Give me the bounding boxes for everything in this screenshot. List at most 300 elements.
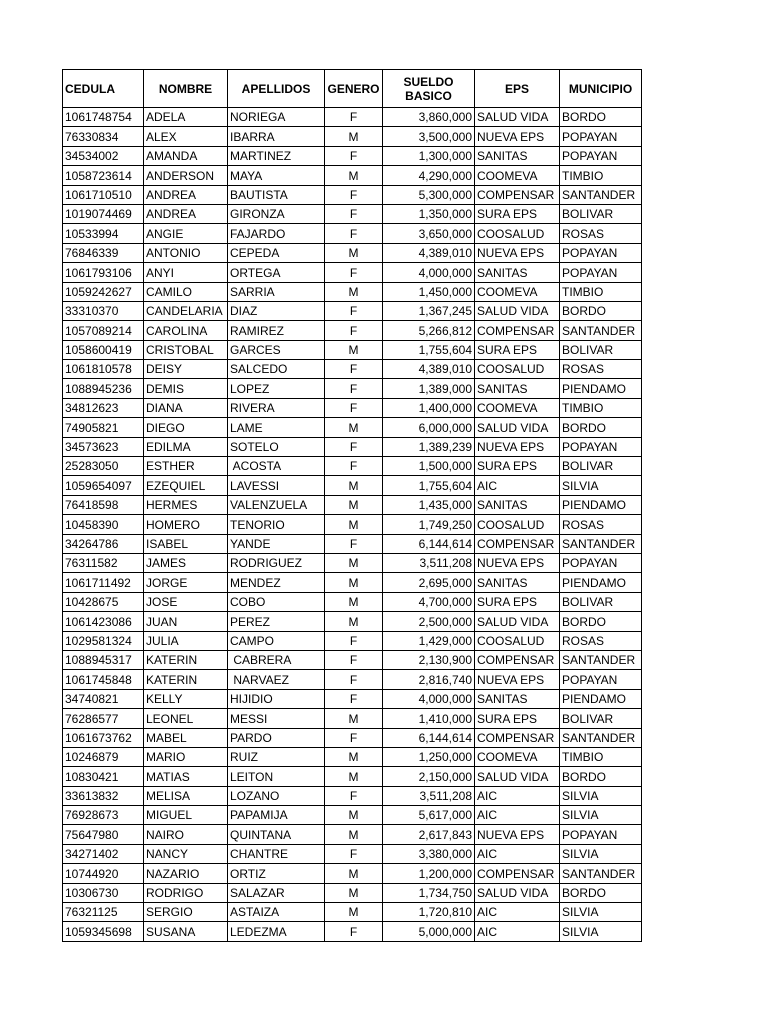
cell-genero: F (325, 922, 383, 941)
cell-apellidos: MENDEZ (228, 573, 325, 592)
cell-municipio: POPAYAN (560, 553, 642, 572)
cell-sueldo-basico: 2,816,740 (383, 670, 475, 689)
cell-apellidos: ORTIZ (228, 864, 325, 883)
table-row (63, 670, 642, 689)
cell-nombre: MATIAS (144, 767, 228, 786)
cell-nombre: JOSE (144, 592, 228, 611)
cell-sueldo-basico: 2,500,000 (383, 612, 475, 631)
cell-apellidos: HIJIDIO (228, 689, 325, 708)
cell-cedula: 1061711492 (63, 573, 144, 592)
cell-eps: SALUD VIDA (475, 301, 560, 320)
cell-sueldo-basico: 1,389,239 (383, 437, 475, 456)
cell-apellidos: CHANTRE (228, 844, 325, 863)
cell-eps: COMPENSAR (475, 185, 560, 204)
cell-nombre: LEONEL (144, 709, 228, 728)
cell-municipio: TIMBIO (560, 282, 642, 301)
table-row (63, 806, 642, 825)
header-genero: GENERO (325, 70, 383, 108)
cell-municipio: POPAYAN (560, 243, 642, 262)
cell-sueldo-basico: 1,435,000 (383, 495, 475, 514)
cell-eps: COMPENSAR (475, 650, 560, 669)
cell-genero: F (325, 457, 383, 476)
cell-nombre: MABEL (144, 728, 228, 747)
cell-eps: SANITAS (475, 263, 560, 282)
cell-municipio: SILVIA (560, 476, 642, 495)
cell-sueldo-basico: 1,749,250 (383, 515, 475, 534)
cell-genero: M (325, 418, 383, 437)
cell-municipio: SANTANDER (560, 864, 642, 883)
table-row (63, 321, 642, 340)
cell-nombre: ISABEL (144, 534, 228, 553)
cell-apellidos: CABRERA (228, 650, 325, 669)
cell-genero: F (325, 670, 383, 689)
table-row (63, 108, 642, 127)
cell-cedula: 76330834 (63, 127, 144, 146)
cell-municipio: SANTANDER (560, 185, 642, 204)
cell-sueldo-basico: 5,266,812 (383, 321, 475, 340)
table-row (63, 379, 642, 398)
cell-cedula: 76286577 (63, 709, 144, 728)
cell-eps: SALUD VIDA (475, 767, 560, 786)
cell-genero: M (325, 553, 383, 572)
cell-eps: AIC (475, 476, 560, 495)
cell-genero: M (325, 243, 383, 262)
cell-nombre: HOMERO (144, 515, 228, 534)
cell-sueldo-basico: 2,150,000 (383, 767, 475, 786)
cell-genero: M (325, 864, 383, 883)
table-row (63, 360, 642, 379)
cell-municipio: TIMBIO (560, 747, 642, 766)
cell-nombre: DEMIS (144, 379, 228, 398)
cell-eps: SANITAS (475, 495, 560, 514)
cell-municipio: PIENDAMO (560, 379, 642, 398)
cell-genero: M (325, 903, 383, 922)
cell-cedula: 1088945236 (63, 379, 144, 398)
table-row (63, 204, 642, 223)
cell-nombre: AMANDA (144, 146, 228, 165)
cell-sueldo-basico: 3,380,000 (383, 844, 475, 863)
cell-municipio: BORDO (560, 301, 642, 320)
cell-sueldo-basico: 4,389,010 (383, 243, 475, 262)
cell-sueldo-basico: 1,350,000 (383, 204, 475, 223)
table-row (63, 418, 642, 437)
cell-genero: F (325, 263, 383, 282)
table-row (63, 301, 642, 320)
cell-genero: M (325, 476, 383, 495)
cell-cedula: 76846339 (63, 243, 144, 262)
cell-apellidos: QUINTANA (228, 825, 325, 844)
cell-genero: F (325, 204, 383, 223)
table-row (63, 146, 642, 165)
cell-municipio: POPAYAN (560, 263, 642, 282)
cell-eps: NUEVA EPS (475, 127, 560, 146)
cell-nombre: KATERIN (144, 670, 228, 689)
header-apellidos: APELLIDOS (228, 70, 325, 108)
cell-cedula: 34740821 (63, 689, 144, 708)
cell-eps: NUEVA EPS (475, 437, 560, 456)
cell-apellidos: SARRIA (228, 282, 325, 301)
cell-cedula: 1061810578 (63, 360, 144, 379)
table-row (63, 398, 642, 417)
cell-eps: SALUD VIDA (475, 418, 560, 437)
cell-municipio: BOLIVAR (560, 204, 642, 223)
cell-cedula: 76321125 (63, 903, 144, 922)
table-row (63, 864, 642, 883)
cell-eps: COOSALUD (475, 515, 560, 534)
cell-cedula: 33310370 (63, 301, 144, 320)
cell-municipio: SANTANDER (560, 728, 642, 747)
cell-sueldo-basico: 1,755,604 (383, 476, 475, 495)
table-row (63, 263, 642, 282)
table-row (63, 825, 642, 844)
cell-eps: SANITAS (475, 146, 560, 165)
header-sueldo-basico (383, 70, 475, 108)
cell-apellidos: LAVESSI (228, 476, 325, 495)
cell-apellidos: ORTEGA (228, 263, 325, 282)
cell-sueldo-basico: 1,410,000 (383, 709, 475, 728)
cell-eps: SALUD VIDA (475, 612, 560, 631)
cell-sueldo-basico: 6,144,614 (383, 728, 475, 747)
cell-apellidos: DIAZ (228, 301, 325, 320)
cell-apellidos: PAPAMIJA (228, 806, 325, 825)
cell-genero: M (325, 612, 383, 631)
cell-genero: M (325, 709, 383, 728)
cell-apellidos: YANDE (228, 534, 325, 553)
cell-cedula: 33613832 (63, 786, 144, 805)
cell-municipio: SILVIA (560, 922, 642, 941)
cell-nombre: ANGIE (144, 224, 228, 243)
cell-eps: COOMEVA (475, 282, 560, 301)
cell-nombre: SUSANA (144, 922, 228, 941)
cell-eps: SALUD VIDA (475, 108, 560, 127)
cell-municipio: ROSAS (560, 631, 642, 650)
cell-municipio: ROSAS (560, 224, 642, 243)
cell-apellidos: ACOSTA (228, 457, 325, 476)
cell-municipio: SILVIA (560, 903, 642, 922)
cell-municipio: BOLIVAR (560, 592, 642, 611)
table-row (63, 747, 642, 766)
cell-apellidos: RAMIREZ (228, 321, 325, 340)
cell-sueldo-basico: 4,389,010 (383, 360, 475, 379)
cell-cedula: 1061745848 (63, 670, 144, 689)
cell-sueldo-basico: 1,500,000 (383, 457, 475, 476)
cell-apellidos: LOZANO (228, 786, 325, 805)
cell-nombre: ANTONIO (144, 243, 228, 262)
cell-nombre: ADELA (144, 108, 228, 127)
cell-genero: M (325, 592, 383, 611)
header-eps: EPS (475, 70, 560, 108)
cell-eps: SURA EPS (475, 204, 560, 223)
cell-sueldo-basico: 4,000,000 (383, 689, 475, 708)
cell-cedula: 10830421 (63, 767, 144, 786)
table-row (63, 495, 642, 514)
header-cedula: CEDULA (63, 70, 144, 108)
cell-nombre: CRISTOBAL (144, 340, 228, 359)
table-row (63, 127, 642, 146)
cell-nombre: SERGIO (144, 903, 228, 922)
cell-genero: F (325, 379, 383, 398)
cell-genero: F (325, 224, 383, 243)
cell-nombre: EZEQUIEL (144, 476, 228, 495)
cell-genero: M (325, 166, 383, 185)
cell-nombre: MIGUEL (144, 806, 228, 825)
cell-apellidos: LOPEZ (228, 379, 325, 398)
table-row (63, 437, 642, 456)
cell-genero: M (325, 747, 383, 766)
cell-eps: SANITAS (475, 689, 560, 708)
cell-cedula: 76311582 (63, 553, 144, 572)
cell-eps: COOSALUD (475, 224, 560, 243)
cell-municipio: POPAYAN (560, 437, 642, 456)
cell-apellidos: LEITON (228, 767, 325, 786)
cell-eps: AIC (475, 844, 560, 863)
cell-eps: COMPENSAR (475, 534, 560, 553)
cell-apellidos: NORIEGA (228, 108, 325, 127)
cell-eps: COMPENSAR (475, 864, 560, 883)
cell-cedula: 74905821 (63, 418, 144, 437)
cell-sueldo-basico: 3,511,208 (383, 786, 475, 805)
cell-sueldo-basico: 5,617,000 (383, 806, 475, 825)
cell-nombre: NAZARIO (144, 864, 228, 883)
cell-cedula: 76928673 (63, 806, 144, 825)
cell-eps: AIC (475, 806, 560, 825)
cell-cedula: 10458390 (63, 515, 144, 534)
cell-apellidos: GIRONZA (228, 204, 325, 223)
cell-genero: F (325, 398, 383, 417)
cell-eps: SURA EPS (475, 592, 560, 611)
cell-sueldo-basico: 6,144,614 (383, 534, 475, 553)
cell-municipio: SANTANDER (560, 321, 642, 340)
cell-cedula: 1058723614 (63, 166, 144, 185)
cell-apellidos: CAMPO (228, 631, 325, 650)
cell-municipio: SANTANDER (560, 534, 642, 553)
cell-apellidos: NARVAEZ (228, 670, 325, 689)
cell-apellidos: SOTELO (228, 437, 325, 456)
cell-apellidos: PEREZ (228, 612, 325, 631)
cell-genero: M (325, 806, 383, 825)
table-row (63, 903, 642, 922)
cell-cedula: 10428675 (63, 592, 144, 611)
cell-cedula: 1061673762 (63, 728, 144, 747)
cell-sueldo-basico: 3,860,000 (383, 108, 475, 127)
cell-apellidos: TENORIO (228, 515, 325, 534)
cell-eps: AIC (475, 922, 560, 941)
cell-cedula: 1058600419 (63, 340, 144, 359)
cell-genero: M (325, 340, 383, 359)
table-row (63, 786, 642, 805)
cell-apellidos: MAYA (228, 166, 325, 185)
cell-sueldo-basico: 5,000,000 (383, 922, 475, 941)
cell-eps: SANITAS (475, 379, 560, 398)
table-row (63, 728, 642, 747)
cell-municipio: BORDO (560, 767, 642, 786)
table-row (63, 592, 642, 611)
cell-sueldo-basico: 1,720,810 (383, 903, 475, 922)
cell-cedula: 1061710510 (63, 185, 144, 204)
cell-nombre: MELISA (144, 786, 228, 805)
cell-nombre: DIEGO (144, 418, 228, 437)
cell-eps: COOMEVA (475, 747, 560, 766)
table-row (63, 612, 642, 631)
cell-municipio: BORDO (560, 418, 642, 437)
table-row (63, 709, 642, 728)
cell-cedula: 34812623 (63, 398, 144, 417)
cell-nombre: EDILMA (144, 437, 228, 456)
cell-genero: F (325, 728, 383, 747)
cell-cedula: 1088945317 (63, 650, 144, 669)
cell-genero: F (325, 534, 383, 553)
cell-sueldo-basico: 1,389,000 (383, 379, 475, 398)
table-row (63, 631, 642, 650)
cell-cedula: 10744920 (63, 864, 144, 883)
cell-eps: COOMEVA (475, 398, 560, 417)
cell-nombre: ALEX (144, 127, 228, 146)
cell-sueldo-basico: 3,650,000 (383, 224, 475, 243)
cell-nombre: NAIRO (144, 825, 228, 844)
cell-genero: M (325, 282, 383, 301)
cell-apellidos: CEPEDA (228, 243, 325, 262)
table-row (63, 534, 642, 553)
cell-eps: AIC (475, 786, 560, 805)
cell-nombre: NANCY (144, 844, 228, 863)
cell-cedula: 1061793106 (63, 263, 144, 282)
cell-municipio: TIMBIO (560, 166, 642, 185)
cell-nombre: MARIO (144, 747, 228, 766)
table-row (63, 340, 642, 359)
cell-cedula: 75647980 (63, 825, 144, 844)
cell-sueldo-basico: 2,617,843 (383, 825, 475, 844)
cell-eps: AIC (475, 903, 560, 922)
header-sueldo-line2: BASICO (405, 88, 452, 103)
cell-apellidos: LEDEZMA (228, 922, 325, 941)
cell-cedula: 1059654097 (63, 476, 144, 495)
table-row (63, 922, 642, 941)
cell-genero: M (325, 767, 383, 786)
cell-sueldo-basico: 3,511,208 (383, 553, 475, 572)
cell-cedula: 1059242627 (63, 282, 144, 301)
cell-genero: M (325, 127, 383, 146)
cell-cedula: 34264786 (63, 534, 144, 553)
cell-cedula: 10306730 (63, 883, 144, 902)
cell-municipio: BORDO (560, 612, 642, 631)
cell-nombre: KELLY (144, 689, 228, 708)
cell-municipio: POPAYAN (560, 670, 642, 689)
cell-sueldo-basico: 1,367,245 (383, 301, 475, 320)
cell-apellidos: PARDO (228, 728, 325, 747)
cell-apellidos: IBARRA (228, 127, 325, 146)
cell-eps: COOMEVA (475, 166, 560, 185)
cell-genero: F (325, 631, 383, 650)
cell-municipio: PIENDAMO (560, 495, 642, 514)
cell-nombre: DEISY (144, 360, 228, 379)
cell-municipio: SILVIA (560, 786, 642, 805)
cell-municipio: POPAYAN (560, 127, 642, 146)
cell-cedula: 34534002 (63, 146, 144, 165)
table-row (63, 185, 642, 204)
cell-eps: SURA EPS (475, 457, 560, 476)
cell-sueldo-basico: 1,755,604 (383, 340, 475, 359)
cell-municipio: PIENDAMO (560, 573, 642, 592)
cell-genero: F (325, 437, 383, 456)
cell-apellidos: MESSI (228, 709, 325, 728)
cell-sueldo-basico: 4,000,000 (383, 263, 475, 282)
cell-apellidos: RUIZ (228, 747, 325, 766)
cell-municipio: SANTANDER (560, 650, 642, 669)
cell-eps: COMPENSAR (475, 728, 560, 747)
cell-nombre: ANYI (144, 263, 228, 282)
table-row (63, 883, 642, 902)
table-row (63, 243, 642, 262)
cell-eps: SURA EPS (475, 340, 560, 359)
cell-genero: F (325, 301, 383, 320)
cell-sueldo-basico: 6,000,000 (383, 418, 475, 437)
cell-nombre: CANDELARIA (144, 301, 228, 320)
table-row (63, 689, 642, 708)
cell-cedula: 1061748754 (63, 108, 144, 127)
table-row (63, 650, 642, 669)
cell-municipio: PIENDAMO (560, 689, 642, 708)
cell-genero: F (325, 786, 383, 805)
employee-table (62, 69, 642, 942)
cell-genero: F (325, 321, 383, 340)
cell-nombre: JORGE (144, 573, 228, 592)
cell-cedula: 1019074469 (63, 204, 144, 223)
cell-cedula: 10246879 (63, 747, 144, 766)
cell-municipio: POPAYAN (560, 825, 642, 844)
header-nombre: NOMBRE (144, 70, 228, 108)
cell-nombre: JUAN (144, 612, 228, 631)
cell-nombre: RODRIGO (144, 883, 228, 902)
cell-nombre: CAMILO (144, 282, 228, 301)
cell-sueldo-basico: 1,250,000 (383, 747, 475, 766)
cell-sueldo-basico: 2,130,900 (383, 650, 475, 669)
cell-apellidos: VALENZUELA (228, 495, 325, 514)
cell-municipio: TIMBIO (560, 398, 642, 417)
cell-municipio: BOLIVAR (560, 709, 642, 728)
table-row (63, 166, 642, 185)
cell-cedula: 25283050 (63, 457, 144, 476)
cell-apellidos: SALAZAR (228, 883, 325, 902)
cell-eps: NUEVA EPS (475, 243, 560, 262)
cell-nombre: ANDREA (144, 204, 228, 223)
cell-genero: F (325, 650, 383, 669)
cell-eps: COMPENSAR (475, 321, 560, 340)
cell-eps: SALUD VIDA (475, 883, 560, 902)
table-row (63, 457, 642, 476)
cell-nombre: ESTHER (144, 457, 228, 476)
cell-nombre: DIANA (144, 398, 228, 417)
cell-cedula: 1061423086 (63, 612, 144, 631)
cell-genero: M (325, 825, 383, 844)
cell-apellidos: GARCES (228, 340, 325, 359)
cell-sueldo-basico: 1,429,000 (383, 631, 475, 650)
cell-genero: F (325, 360, 383, 379)
cell-nombre: ANDREA (144, 185, 228, 204)
cell-nombre: CAROLINA (144, 321, 228, 340)
cell-sueldo-basico: 1,200,000 (383, 864, 475, 883)
cell-municipio: ROSAS (560, 360, 642, 379)
table-row (63, 476, 642, 495)
cell-apellidos: ASTAIZA (228, 903, 325, 922)
cell-eps: SANITAS (475, 573, 560, 592)
table-row (63, 282, 642, 301)
cell-nombre: KATERIN (144, 650, 228, 669)
table-row (63, 224, 642, 243)
cell-cedula: 1029581324 (63, 631, 144, 650)
cell-apellidos: BAUTISTA (228, 185, 325, 204)
cell-sueldo-basico: 1,450,000 (383, 282, 475, 301)
cell-genero: F (325, 108, 383, 127)
